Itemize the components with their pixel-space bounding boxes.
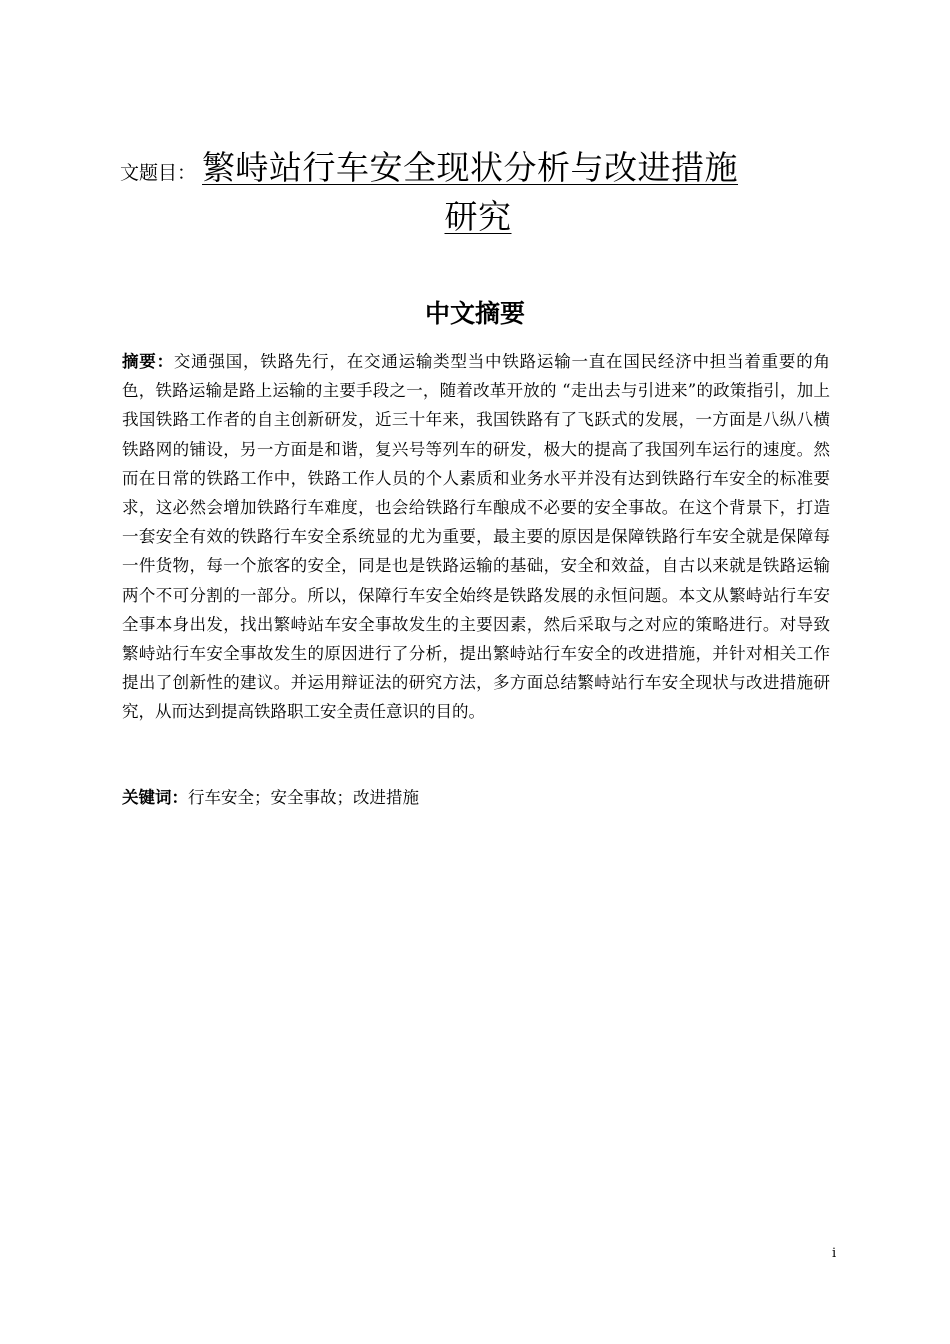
keywords-text: 行车安全；安全事故；改进措施 [188, 788, 419, 807]
abstract-label: 摘要： [122, 352, 174, 371]
page-number: i [832, 1246, 837, 1261]
title-label: 文题目： [120, 162, 197, 184]
keywords-line [122, 783, 830, 812]
keywords-label: 关键词： [122, 788, 188, 807]
abstract-text: 交通强国，铁路先行，在交通运输类型当中铁路运输一直在国民经济中担当着重要的角色，铁路运输是路上运输的主要手段之一，随着改革开放的 “走出去与引进来”的政策指引，加上我国铁路工作者的自主创新研发，近三十年来，我国铁路有了飞跃式的发展，一方面是八纵八横铁路网的铺设，另一方面是和谐，复兴号等列车的研发，极大的提高了我国列车运行的速度。然而在日常的铁路工作中，铁路工作人员的个人素质和业务水平并没有达到铁路行车安全的标准要求，这必然会增加铁路行车难度，也会给铁路行车酿成不必要的安全事故。在这个背景下，打造一套安全有效的铁路行车安全系统显的尤为重要，最主要的原因是保障铁路行车安全就是保障每一件货物，每一个旅客的安全，同是也是铁路运输的基础，安全和效益，自古以来就是铁路运输两个不可分割的一部分。所以，保障行车安全始终是铁路发展的永恒问题。本文从繁峙站行车安全事本身出发，找出繁峙站车安全事故发生的主要因素，然后采取与之对应的策略进行。对导致繁峙站行车安全事故发生的原因进行了分析，提出繁峙站行车安全的改进措施，并针对相关工作提出了创新性的建议。并运用辩证法的研究方法，多方面总结繁峙站行车安全现状与改进措施研究，从而达到提高铁路职工安全责任意识的目的。 [122, 352, 831, 722]
abstract-paragraph [122, 347, 830, 727]
title-text-line-2: 研究 [444, 197, 512, 236]
title-line-2 [120, 191, 832, 238]
title-text-line-1: 繁峙站行车安全现状分析与改进措施 [202, 148, 739, 187]
thesis-title [120, 142, 832, 238]
title-line-1 [120, 142, 832, 189]
section-heading: 中文摘要 [424, 299, 525, 328]
